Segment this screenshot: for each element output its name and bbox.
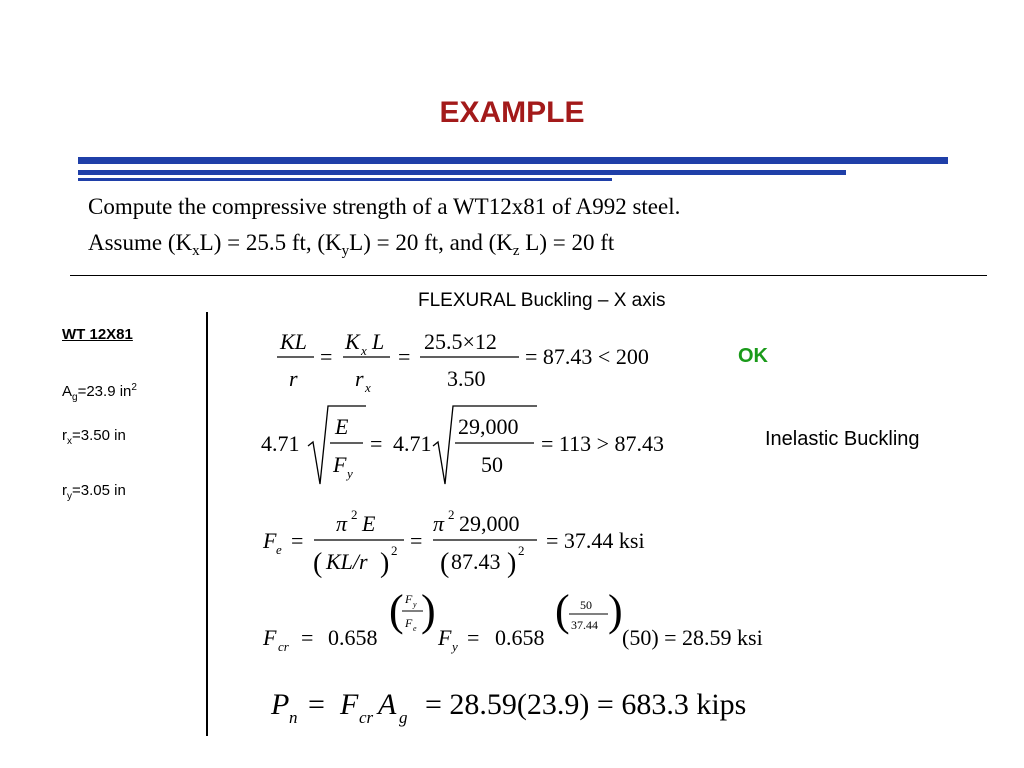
eq4-exp-open-paren: ( bbox=[389, 586, 404, 635]
section-heading: FLEXURAL Buckling – X axis bbox=[418, 290, 666, 311]
eq5-cr-sub: cr bbox=[359, 708, 374, 727]
nominal-strength-equation bbox=[270, 688, 746, 727]
eq4-result: (50) = 28.59 ksi bbox=[622, 625, 763, 650]
eq1-r: r bbox=[289, 366, 298, 391]
eq4-exp-open-paren-2: ( bbox=[555, 586, 570, 635]
eq4-equals: = bbox=[301, 625, 314, 650]
eq1-denominator: 3.50 bbox=[447, 366, 486, 391]
slide-title: EXAMPLE bbox=[439, 96, 585, 129]
eq1-l: L bbox=[372, 329, 385, 354]
eq3-denominator: 87.43 bbox=[451, 549, 501, 574]
eq2-coefficient-2: 4.71 bbox=[393, 431, 432, 456]
eq4-exp-close-paren-2: ) bbox=[608, 586, 623, 635]
eq1-rx-r: r bbox=[355, 366, 364, 391]
problem-statement-line-1: Compute the compressive strength of a WT12x81 of A992 steel. bbox=[88, 194, 681, 219]
eq3-open-paren: ( bbox=[313, 548, 323, 579]
eq4-equals-2: = bbox=[467, 625, 480, 650]
eq3-pi-square-2: 2 bbox=[448, 507, 455, 522]
eq5-n-sub: n bbox=[289, 708, 298, 727]
eq1-k: K bbox=[345, 329, 360, 354]
critical-stress-equation bbox=[262, 586, 763, 654]
eq5-f: F bbox=[340, 688, 359, 721]
eq3-pi-square: 2 bbox=[351, 507, 358, 522]
eq4-exp-den: 37.44 bbox=[571, 618, 598, 632]
eq1-equals: = bbox=[320, 344, 333, 369]
eq3-pi-2: π bbox=[433, 511, 445, 536]
eq4-base: 0.658 bbox=[328, 625, 378, 650]
eq4-exp-close-paren: ) bbox=[421, 586, 436, 635]
eq4-fy-sub: y bbox=[452, 639, 458, 654]
eq4-exp-fy: F bbox=[405, 592, 413, 606]
eq3-numerator: 29,000 bbox=[459, 511, 520, 536]
eq3-e-sub: e bbox=[276, 542, 282, 557]
eq4-base-2: 0.658 bbox=[495, 625, 545, 650]
eq1-x-sub: x bbox=[361, 343, 367, 358]
ok-check-label: OK bbox=[738, 345, 768, 367]
inelastic-buckling-label: Inelastic Buckling bbox=[765, 428, 920, 450]
eq5-p: P bbox=[271, 688, 290, 721]
eq1-kl: KL bbox=[280, 329, 307, 354]
section-shape-label: WT 12X81 bbox=[62, 326, 133, 343]
eq3-close-paren-2: ) bbox=[507, 548, 517, 579]
eq3-kl-r: KL/r bbox=[326, 549, 368, 574]
limit-check-equation bbox=[261, 406, 664, 484]
eq4-exp-fe-sub: e bbox=[413, 624, 417, 633]
eq5-a: A bbox=[378, 688, 397, 721]
problem-statement-line-2: Assume $(K_xL) = 25.5$ ft, $(K_yL) = 20$ ft, and ($K_z$ L) = 20 ft bbox=[88, 230, 615, 259]
eq3-equals: = bbox=[291, 528, 304, 553]
eq3-close-paren: ) bbox=[380, 548, 390, 579]
eq2-equals: = bbox=[370, 431, 383, 456]
eq2-y-sub: y bbox=[347, 466, 353, 481]
eq3-open-paren-2: ( bbox=[440, 548, 450, 579]
eq1-equals-2: = bbox=[398, 344, 411, 369]
eq4-cr-sub: cr bbox=[278, 639, 289, 654]
eq1-rx-sub: x bbox=[365, 380, 371, 395]
eq1-numerator: 25.5×12 bbox=[424, 329, 497, 354]
eq5-equals: = bbox=[308, 688, 325, 721]
eq3-pi: π bbox=[336, 511, 348, 536]
eq2-result: = 113 > 87.43 bbox=[541, 431, 664, 456]
eq4-exp-num: 50 bbox=[580, 598, 592, 612]
eq2-e: E bbox=[335, 414, 349, 439]
eq4-fy: F bbox=[438, 625, 452, 650]
eq3-f: F bbox=[263, 528, 277, 553]
eq2-denominator: 50 bbox=[481, 452, 503, 477]
ry-property: $r_y=3.05$ in bbox=[62, 482, 126, 502]
eq5-g-sub: g bbox=[399, 708, 408, 727]
eq2-numerator: 29,000 bbox=[458, 414, 519, 439]
rx-property: $r_x=3.50$ in bbox=[62, 427, 126, 447]
eq4-exp-fe: F bbox=[405, 616, 413, 630]
eq3-result: = 37.44 ksi bbox=[546, 528, 645, 553]
elastic-stress-equation bbox=[262, 507, 645, 579]
eq3-e: E bbox=[362, 511, 376, 536]
slenderness-equation bbox=[277, 329, 649, 395]
eq3-den-square: 2 bbox=[391, 543, 398, 558]
eq5-result: = 28.59(23.9) = 683.3 kips bbox=[425, 688, 747, 721]
area-property: $A_g=23.9$ $in^2$ bbox=[62, 382, 137, 403]
eq3-equals-2: = bbox=[410, 528, 423, 553]
eq4-exp-fy-sub: y bbox=[413, 600, 417, 609]
eq3-den-square-2: 2 bbox=[518, 543, 525, 558]
eq2-f: F bbox=[333, 452, 347, 477]
eq4-f: F bbox=[263, 625, 277, 650]
eq2-coefficient: 4.71 bbox=[261, 431, 300, 456]
eq1-result: = 87.43 < 200 bbox=[525, 344, 649, 369]
